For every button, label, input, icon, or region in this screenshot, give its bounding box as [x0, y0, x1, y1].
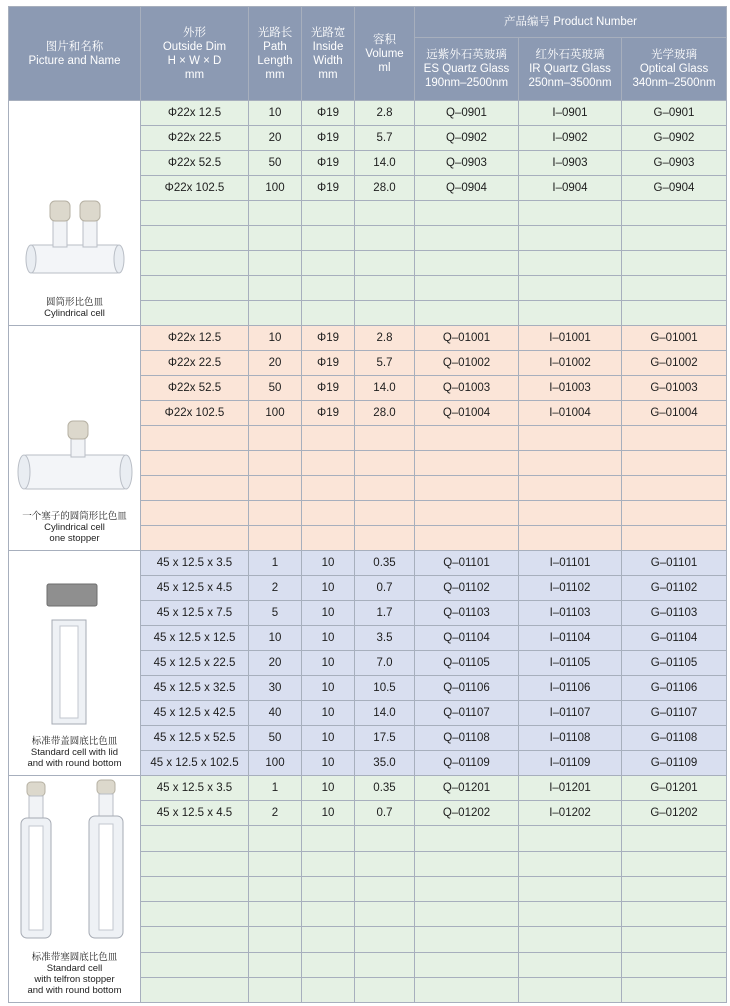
- optical-glass-cell: G–01003: [622, 376, 727, 401]
- ir-quartz-cell: [519, 927, 622, 952]
- outside-dim-cell: [141, 927, 249, 952]
- optical-glass-cell: [622, 851, 727, 876]
- outside-dim-cell: Φ22x 22.5: [141, 126, 249, 151]
- optical-glass-cell: [622, 526, 727, 551]
- optical-glass-cell: G–0902: [622, 126, 727, 151]
- product-name-label: with telfron stopper: [34, 974, 115, 985]
- es-quartz-cell: [415, 501, 519, 526]
- volume-cell: 14.0: [355, 376, 415, 401]
- path-length-cell: 10: [249, 101, 302, 126]
- inside-width-cell: Φ19: [302, 101, 355, 126]
- inside-width-cell: Φ19: [302, 376, 355, 401]
- standard-cell-lid-icon: [9, 580, 140, 726]
- inside-width-cell: [302, 426, 355, 451]
- optical-glass-cell: [622, 451, 727, 476]
- volume-cell: [355, 526, 415, 551]
- outside-dim-cell: [141, 476, 249, 501]
- outside-dim-cell: [141, 952, 249, 977]
- product-name-label: and with round bottom: [27, 758, 122, 769]
- es-quartz-cell: [415, 826, 519, 851]
- optical-glass-cell: G–01102: [622, 576, 727, 601]
- volume-cell: [355, 201, 415, 226]
- es-quartz-cell: Q–01103: [415, 601, 519, 626]
- inside-width-cell: Φ19: [302, 351, 355, 376]
- volume-cell: 0.35: [355, 551, 415, 576]
- es-quartz-cell: Q–0901: [415, 101, 519, 126]
- volume-cell: 14.0: [355, 701, 415, 726]
- optical-glass-cell: G–01004: [622, 401, 727, 426]
- outside-dim-cell: [141, 851, 249, 876]
- outside-dim-cell: [141, 451, 249, 476]
- es-quartz-cell: Q–0902: [415, 126, 519, 151]
- es-quartz-cell: [415, 851, 519, 876]
- es-quartz-cell: Q–01107: [415, 701, 519, 726]
- ir-quartz-cell: I–01001: [519, 326, 622, 351]
- es-quartz-cell: Q–01108: [415, 726, 519, 751]
- inside-width-cell: 10: [302, 726, 355, 751]
- optical-glass-cell: G–01107: [622, 701, 727, 726]
- header-ir-quartz: 红外石英玻璃 IR Quartz Glass 250nm–3500nm: [519, 38, 622, 101]
- ir-quartz-cell: I–01104: [519, 626, 622, 651]
- product-name-label: 一个塞子的圆筒形比色皿: [22, 511, 127, 522]
- optical-glass-cell: [622, 476, 727, 501]
- header-outside-dim: 外形 Outside Dim H × W × D mm: [141, 7, 249, 101]
- volume-cell: [355, 451, 415, 476]
- volume-cell: [355, 251, 415, 276]
- product-name-label: Standard cell: [46, 963, 103, 974]
- table-row: [9, 101, 727, 126]
- optical-glass-cell: [622, 977, 727, 1002]
- ir-quartz-cell: I–0901: [519, 101, 622, 126]
- path-length-cell: 50: [249, 151, 302, 176]
- inside-width-cell: 10: [302, 601, 355, 626]
- optical-glass-cell: [622, 952, 727, 977]
- header-inside-width: 光路宽 Inside Width mm: [302, 7, 355, 101]
- inside-width-cell: Φ19: [302, 151, 355, 176]
- product-name-label: Standard cell with lid: [30, 747, 119, 758]
- outside-dim-cell: Φ22x 102.5: [141, 176, 249, 201]
- ir-quartz-cell: I–0903: [519, 151, 622, 176]
- ir-quartz-cell: [519, 426, 622, 451]
- optical-glass-cell: [622, 226, 727, 251]
- product-picture-cell: [9, 551, 141, 776]
- ir-quartz-cell: I–01202: [519, 801, 622, 826]
- volume-cell: [355, 501, 415, 526]
- product-table: [8, 6, 727, 1003]
- volume-cell: 0.7: [355, 576, 415, 601]
- inside-width-cell: [302, 876, 355, 901]
- outside-dim-cell: Φ22x 102.5: [141, 401, 249, 426]
- path-length-cell: 10: [249, 326, 302, 351]
- outside-dim-cell: Φ22x 52.5: [141, 151, 249, 176]
- outside-dim-cell: [141, 501, 249, 526]
- volume-cell: [355, 902, 415, 927]
- optical-glass-cell: [622, 876, 727, 901]
- path-length-cell: 100: [249, 176, 302, 201]
- ir-quartz-cell: I–01106: [519, 676, 622, 701]
- outside-dim-cell: 45 x 12.5 x 12.5: [141, 626, 249, 651]
- ir-quartz-cell: I–01109: [519, 751, 622, 776]
- outside-dim-cell: [141, 526, 249, 551]
- inside-width-cell: 10: [302, 751, 355, 776]
- inside-width-cell: [302, 476, 355, 501]
- inside-width-cell: 10: [302, 576, 355, 601]
- es-quartz-cell: [415, 927, 519, 952]
- inside-width-cell: [302, 977, 355, 1002]
- es-quartz-cell: [415, 451, 519, 476]
- inside-width-cell: [302, 501, 355, 526]
- header-volume: 容积 Volume ml: [355, 7, 415, 101]
- ir-quartz-cell: [519, 952, 622, 977]
- outside-dim-cell: 45 x 12.5 x 3.5: [141, 776, 249, 801]
- inside-width-cell: [302, 902, 355, 927]
- outside-dim-cell: [141, 902, 249, 927]
- inside-width-cell: [302, 301, 355, 326]
- outside-dim-cell: [141, 226, 249, 251]
- es-quartz-cell: Q–01001: [415, 326, 519, 351]
- volume-cell: [355, 977, 415, 1002]
- outside-dim-cell: 45 x 12.5 x 52.5: [141, 726, 249, 751]
- path-length-cell: [249, 251, 302, 276]
- path-length-cell: [249, 301, 302, 326]
- product-name-label: one stopper: [49, 533, 100, 544]
- es-quartz-cell: Q–01105: [415, 651, 519, 676]
- es-quartz-cell: [415, 977, 519, 1002]
- volume-cell: [355, 952, 415, 977]
- inside-width-cell: [302, 952, 355, 977]
- table-row: [9, 326, 727, 351]
- es-quartz-cell: [415, 426, 519, 451]
- ir-quartz-cell: [519, 826, 622, 851]
- inside-width-cell: [302, 276, 355, 301]
- path-length-cell: [249, 451, 302, 476]
- ir-quartz-cell: I–01002: [519, 351, 622, 376]
- ir-quartz-cell: [519, 276, 622, 301]
- path-length-cell: 50: [249, 376, 302, 401]
- header-optical-glass: 光学玻璃 Optical Glass 340nm–2500nm: [622, 38, 727, 101]
- optical-glass-cell: G–01202: [622, 801, 727, 826]
- volume-cell: 5.7: [355, 351, 415, 376]
- path-length-cell: [249, 927, 302, 952]
- outside-dim-cell: [141, 301, 249, 326]
- ir-quartz-cell: I–0902: [519, 126, 622, 151]
- volume-cell: 0.7: [355, 801, 415, 826]
- optical-glass-cell: G–01101: [622, 551, 727, 576]
- optical-glass-cell: [622, 301, 727, 326]
- outside-dim-cell: [141, 426, 249, 451]
- path-length-cell: 2: [249, 801, 302, 826]
- ir-quartz-cell: [519, 977, 622, 1002]
- es-quartz-cell: [415, 301, 519, 326]
- path-length-cell: 30: [249, 676, 302, 701]
- optical-glass-cell: G–01103: [622, 601, 727, 626]
- es-quartz-cell: Q–01202: [415, 801, 519, 826]
- optical-glass-cell: G–01001: [622, 326, 727, 351]
- ir-quartz-cell: [519, 251, 622, 276]
- inside-width-cell: Φ19: [302, 176, 355, 201]
- inside-width-cell: 10: [302, 626, 355, 651]
- optical-glass-cell: G–01108: [622, 726, 727, 751]
- path-length-cell: [249, 902, 302, 927]
- inside-width-cell: 10: [302, 776, 355, 801]
- optical-glass-cell: G–01109: [622, 751, 727, 776]
- inside-width-cell: [302, 526, 355, 551]
- path-length-cell: 50: [249, 726, 302, 751]
- outside-dim-cell: 45 x 12.5 x 4.5: [141, 801, 249, 826]
- outside-dim-cell: [141, 201, 249, 226]
- outside-dim-cell: [141, 826, 249, 851]
- path-length-cell: [249, 977, 302, 1002]
- ir-quartz-cell: [519, 876, 622, 901]
- es-quartz-cell: Q–01004: [415, 401, 519, 426]
- product-picture-cell: [9, 326, 141, 551]
- optical-glass-cell: [622, 826, 727, 851]
- volume-cell: 3.5: [355, 626, 415, 651]
- es-quartz-cell: [415, 526, 519, 551]
- inside-width-cell: [302, 201, 355, 226]
- path-length-cell: [249, 226, 302, 251]
- path-length-cell: 100: [249, 751, 302, 776]
- volume-cell: [355, 426, 415, 451]
- path-length-cell: 20: [249, 651, 302, 676]
- outside-dim-cell: [141, 251, 249, 276]
- path-length-cell: [249, 876, 302, 901]
- es-quartz-cell: [415, 476, 519, 501]
- path-length-cell: 100: [249, 401, 302, 426]
- ir-quartz-cell: [519, 851, 622, 876]
- volume-cell: [355, 301, 415, 326]
- path-length-cell: [249, 952, 302, 977]
- standard-cell-stopper-icon: [9, 776, 140, 942]
- volume-cell: [355, 226, 415, 251]
- volume-cell: 5.7: [355, 126, 415, 151]
- outside-dim-cell: Φ22x 22.5: [141, 351, 249, 376]
- inside-width-cell: [302, 927, 355, 952]
- header-path-length: 光路长 Path Length mm: [249, 7, 302, 101]
- optical-glass-cell: G–0903: [622, 151, 727, 176]
- optical-glass-cell: G–01105: [622, 651, 727, 676]
- outside-dim-cell: 45 x 12.5 x 4.5: [141, 576, 249, 601]
- path-length-cell: 2: [249, 576, 302, 601]
- outside-dim-cell: 45 x 12.5 x 7.5: [141, 601, 249, 626]
- product-picture-cell: [9, 101, 141, 326]
- ir-quartz-cell: [519, 501, 622, 526]
- es-quartz-cell: Q–01106: [415, 676, 519, 701]
- volume-cell: 2.8: [355, 326, 415, 351]
- volume-cell: 28.0: [355, 401, 415, 426]
- outside-dim-cell: Φ22x 12.5: [141, 326, 249, 351]
- ir-quartz-cell: [519, 902, 622, 927]
- es-quartz-cell: Q–01109: [415, 751, 519, 776]
- path-length-cell: [249, 476, 302, 501]
- volume-cell: [355, 927, 415, 952]
- volume-cell: [355, 476, 415, 501]
- optical-glass-cell: G–01104: [622, 626, 727, 651]
- outside-dim-cell: Φ22x 12.5: [141, 101, 249, 126]
- path-length-cell: 5: [249, 601, 302, 626]
- path-length-cell: 40: [249, 701, 302, 726]
- path-length-cell: 10: [249, 626, 302, 651]
- path-length-cell: [249, 276, 302, 301]
- path-length-cell: [249, 526, 302, 551]
- es-quartz-cell: Q–01102: [415, 576, 519, 601]
- volume-cell: [355, 826, 415, 851]
- table-body: [9, 101, 727, 1003]
- inside-width-cell: Φ19: [302, 401, 355, 426]
- path-length-cell: [249, 501, 302, 526]
- outside-dim-cell: [141, 276, 249, 301]
- path-length-cell: [249, 826, 302, 851]
- es-quartz-cell: [415, 251, 519, 276]
- es-quartz-cell: Q–01002: [415, 351, 519, 376]
- table-row: [9, 551, 727, 576]
- inside-width-cell: 10: [302, 676, 355, 701]
- ir-quartz-cell: I–01004: [519, 401, 622, 426]
- inside-width-cell: 10: [302, 701, 355, 726]
- optical-glass-cell: [622, 251, 727, 276]
- path-length-cell: 20: [249, 351, 302, 376]
- volume-cell: [355, 276, 415, 301]
- es-quartz-cell: Q–01101: [415, 551, 519, 576]
- volume-cell: [355, 851, 415, 876]
- ir-quartz-cell: I–01108: [519, 726, 622, 751]
- header-product-number: 产品编号 Product Number: [415, 7, 727, 38]
- es-quartz-cell: Q–01003: [415, 376, 519, 401]
- cylindrical-one-stopper-icon: [9, 411, 140, 501]
- path-length-cell: [249, 851, 302, 876]
- inside-width-cell: [302, 451, 355, 476]
- cylindrical-two-stopper-icon: [9, 187, 140, 287]
- optical-glass-cell: G–01201: [622, 776, 727, 801]
- optical-glass-cell: G–01106: [622, 676, 727, 701]
- optical-glass-cell: [622, 276, 727, 301]
- product-picture-cell: [9, 776, 141, 1003]
- es-quartz-cell: [415, 902, 519, 927]
- table-row: [9, 776, 727, 801]
- optical-glass-cell: G–0901: [622, 101, 727, 126]
- path-length-cell: 1: [249, 551, 302, 576]
- path-length-cell: 20: [249, 126, 302, 151]
- ir-quartz-cell: I–01105: [519, 651, 622, 676]
- ir-quartz-cell: I–01103: [519, 601, 622, 626]
- inside-width-cell: [302, 851, 355, 876]
- ir-quartz-cell: [519, 476, 622, 501]
- optical-glass-cell: [622, 426, 727, 451]
- volume-cell: 1.7: [355, 601, 415, 626]
- ir-quartz-cell: [519, 226, 622, 251]
- inside-width-cell: [302, 251, 355, 276]
- optical-glass-cell: G–01002: [622, 351, 727, 376]
- inside-width-cell: 10: [302, 801, 355, 826]
- product-name-label: and with round bottom: [27, 985, 122, 996]
- outside-dim-cell: 45 x 12.5 x 3.5: [141, 551, 249, 576]
- product-name-label: Cylindrical cell: [44, 522, 105, 533]
- product-name-label: 标准带盖圆底比色皿: [31, 736, 118, 747]
- product-name-label: Cylindrical cell: [44, 308, 105, 319]
- es-quartz-cell: Q–01201: [415, 776, 519, 801]
- outside-dim-cell: Φ22x 52.5: [141, 376, 249, 401]
- outside-dim-cell: 45 x 12.5 x 22.5: [141, 651, 249, 676]
- inside-width-cell: 10: [302, 551, 355, 576]
- es-quartz-cell: [415, 226, 519, 251]
- es-quartz-cell: Q–0904: [415, 176, 519, 201]
- header-es-quartz: 远紫外石英玻璃 ES Quartz Glass 190nm–2500nm: [415, 38, 519, 101]
- ir-quartz-cell: I–01107: [519, 701, 622, 726]
- es-quartz-cell: [415, 876, 519, 901]
- optical-glass-cell: [622, 902, 727, 927]
- es-quartz-cell: [415, 276, 519, 301]
- es-quartz-cell: [415, 952, 519, 977]
- ir-quartz-cell: [519, 526, 622, 551]
- product-name-label: 圆筒形比色皿: [45, 297, 103, 308]
- optical-glass-cell: [622, 927, 727, 952]
- volume-cell: 35.0: [355, 751, 415, 776]
- es-quartz-cell: [415, 201, 519, 226]
- inside-width-cell: Φ19: [302, 326, 355, 351]
- inside-width-cell: 10: [302, 651, 355, 676]
- volume-cell: 2.8: [355, 101, 415, 126]
- optical-glass-cell: [622, 501, 727, 526]
- path-length-cell: [249, 426, 302, 451]
- product-name-label: 标准带塞圆底比色皿: [31, 952, 118, 963]
- ir-quartz-cell: I–01003: [519, 376, 622, 401]
- volume-cell: 14.0: [355, 151, 415, 176]
- ir-quartz-cell: [519, 301, 622, 326]
- ir-quartz-cell: I–01101: [519, 551, 622, 576]
- header-picture-name: 图片和名称 Picture and Name: [9, 7, 141, 101]
- inside-width-cell: Φ19: [302, 126, 355, 151]
- volume-cell: [355, 876, 415, 901]
- volume-cell: 0.35: [355, 776, 415, 801]
- outside-dim-cell: 45 x 12.5 x 102.5: [141, 751, 249, 776]
- es-quartz-cell: Q–01104: [415, 626, 519, 651]
- inside-width-cell: [302, 826, 355, 851]
- volume-cell: 7.0: [355, 651, 415, 676]
- outside-dim-cell: [141, 876, 249, 901]
- optical-glass-cell: [622, 201, 727, 226]
- outside-dim-cell: 45 x 12.5 x 42.5: [141, 701, 249, 726]
- outside-dim-cell: [141, 977, 249, 1002]
- es-quartz-cell: Q–0903: [415, 151, 519, 176]
- ir-quartz-cell: I–0904: [519, 176, 622, 201]
- outside-dim-cell: 45 x 12.5 x 32.5: [141, 676, 249, 701]
- path-length-cell: 1: [249, 776, 302, 801]
- ir-quartz-cell: I–01102: [519, 576, 622, 601]
- volume-cell: 10.5: [355, 676, 415, 701]
- path-length-cell: [249, 201, 302, 226]
- ir-quartz-cell: I–01201: [519, 776, 622, 801]
- ir-quartz-cell: [519, 201, 622, 226]
- volume-cell: 17.5: [355, 726, 415, 751]
- volume-cell: 28.0: [355, 176, 415, 201]
- optical-glass-cell: G–0904: [622, 176, 727, 201]
- ir-quartz-cell: [519, 451, 622, 476]
- inside-width-cell: [302, 226, 355, 251]
